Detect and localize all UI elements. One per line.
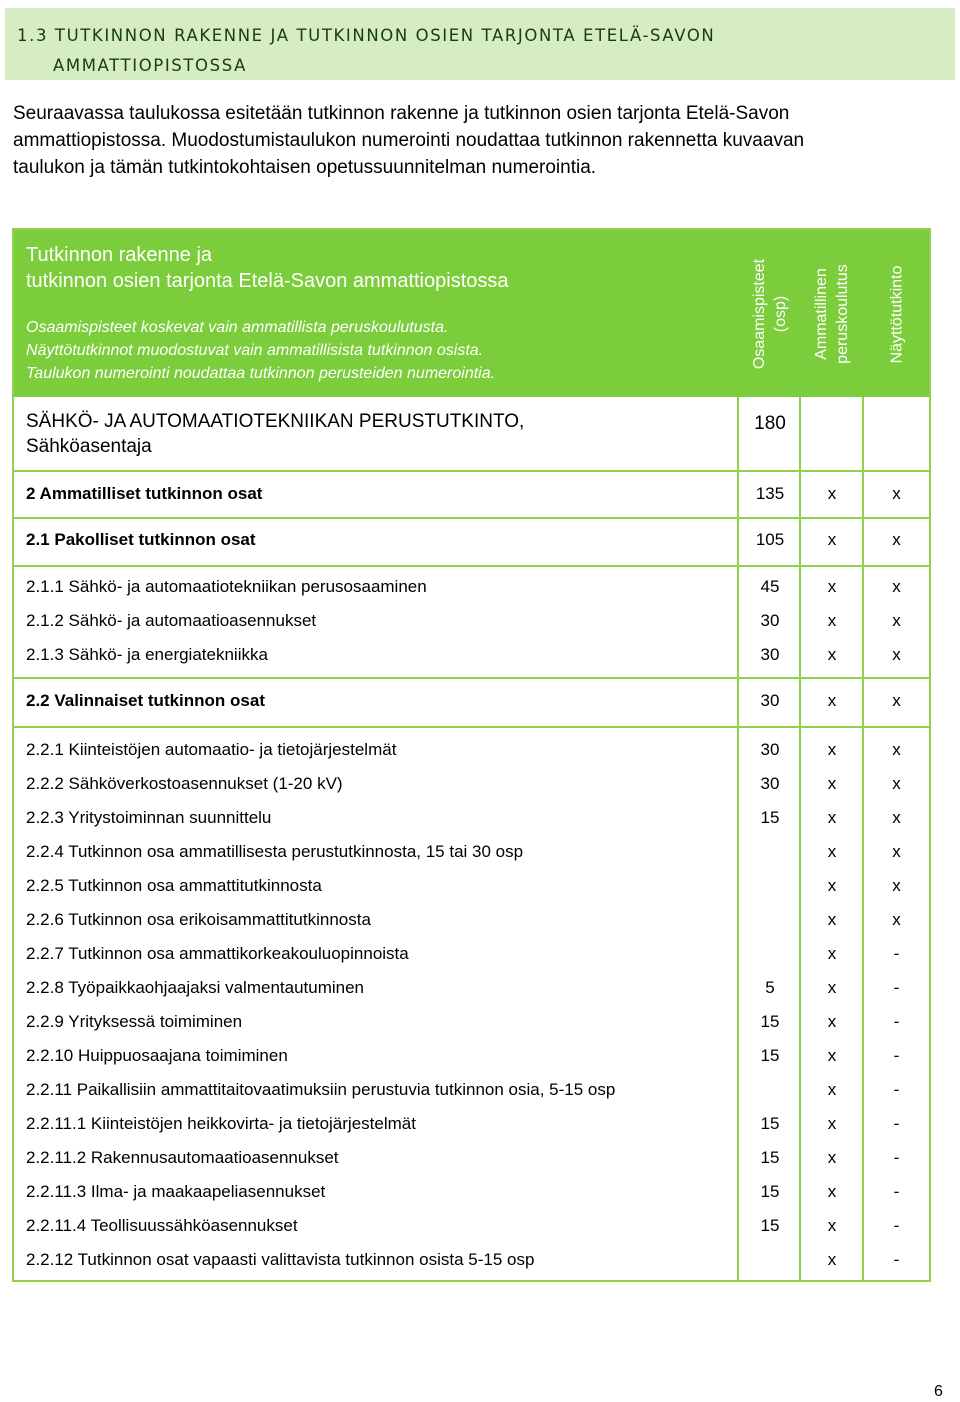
row-name: 2.2.7 Tutkinnon osa ammattikorkeakouluopinnoista xyxy=(26,944,409,963)
row-ammatillinen: x xyxy=(827,1182,837,1201)
row-nayttotutkinto: x xyxy=(892,691,901,710)
column-header-ammatillinen xyxy=(811,239,853,389)
row-name: 2.1.1 Sähkö- ja automaatiotekniikan perusosaaminen xyxy=(26,577,427,596)
row-nayttotutkinto: x xyxy=(892,530,901,549)
row-nayttotutkinto: x xyxy=(892,611,901,630)
row-ammatillinen: x xyxy=(827,484,837,503)
row-nayttotutkinto: x xyxy=(892,484,901,503)
table-note-3: Taulukon numerointi noudattaa tutkinnon perusteiden numerointia. xyxy=(26,365,496,382)
row-ammatillinen: x xyxy=(827,611,837,630)
row-ammatillinen: x xyxy=(827,577,837,596)
row-ammatillinen: x xyxy=(827,808,837,827)
row-nayttotutkinto: x xyxy=(892,842,901,861)
row-nayttotutkinto: - xyxy=(893,944,900,963)
row-ammatillinen: x xyxy=(827,1012,837,1031)
row-ammatillinen: x xyxy=(827,740,837,759)
row-name: 2.1 Pakolliset tutkinnon osat xyxy=(26,530,256,549)
row-osp: 30 xyxy=(760,691,780,710)
column-header-amm-line2: peruskoulutus xyxy=(834,264,851,364)
row-osp: 15 xyxy=(760,1216,780,1235)
row-nayttotutkinto: - xyxy=(893,978,900,997)
intro-line-3: taulukon ja tämän tutkintokohtaisen opetussuunnitelman numerointia. xyxy=(13,157,597,178)
row-name: 2.2.1 Kiinteistöjen automaatio- ja tietojärjestelmät xyxy=(26,740,397,759)
row-ammatillinen: x xyxy=(827,1148,837,1167)
column-divider xyxy=(737,397,739,1282)
column-header-osp-line1: Osaamispisteet xyxy=(751,258,768,370)
column-header-osaamispisteet xyxy=(749,239,791,389)
row-name: 2.1.2 Sähkö- ja automaatioasennukset xyxy=(26,611,317,630)
row-name: 2.2.6 Tutkinnon osa erikoisammattitutkinnosta xyxy=(26,910,371,929)
degree-title-line1: SÄHKÖ- JA AUTOMAATIOTEKNIIKAN PERUSTUTKINTO, xyxy=(26,411,525,432)
row-divider xyxy=(14,677,929,679)
section-heading-line2: AMMATTIOPISTOSSA xyxy=(53,56,247,75)
row-osp: 30 xyxy=(760,645,780,664)
table-title-line1: Tutkinnon rakenne ja xyxy=(26,244,213,266)
column-header-nayttotutkinto xyxy=(887,240,908,390)
row-osp: 5 xyxy=(765,978,775,997)
row-nayttotutkinto: - xyxy=(893,1012,900,1031)
row-osp: 30 xyxy=(760,774,780,793)
row-osp: 15 xyxy=(760,1182,780,1201)
column-header-osp-line2: (osp) xyxy=(772,295,789,333)
row-nayttotutkinto: - xyxy=(893,1250,900,1269)
row-name: 2.1.3 Sähkö- ja energiatekniikka xyxy=(26,645,268,664)
row-ammatillinen: x xyxy=(827,774,837,793)
section-heading xyxy=(5,8,955,80)
column-header-nay-text: Näyttötutkinto xyxy=(888,265,906,364)
row-osp: 30 xyxy=(760,740,780,759)
column-divider xyxy=(862,397,864,1282)
row-name: 2.2.9 Yrityksessä toimiminen xyxy=(26,1012,243,1031)
table-title-line2: tutkinnon osien tarjonta Etelä-Savon ammattiopistossa xyxy=(26,270,509,292)
row-osp: 15 xyxy=(760,1046,780,1065)
row-name: 2.2.4 Tutkinnon osa ammatillisesta perustutkinnosta, 15 tai 30 osp xyxy=(26,842,524,861)
row-osp: 15 xyxy=(760,1148,780,1167)
row-osp: 15 xyxy=(760,1114,780,1133)
row-nayttotutkinto: x xyxy=(892,645,901,664)
row-ammatillinen: x xyxy=(827,530,837,549)
row-ammatillinen: x xyxy=(827,876,837,895)
row-nayttotutkinto: x xyxy=(892,876,901,895)
row-ammatillinen: x xyxy=(827,645,837,664)
row-osp: 45 xyxy=(760,577,780,596)
row-divider xyxy=(14,565,929,567)
row-nayttotutkinto: x xyxy=(892,577,901,596)
row-ammatillinen: x xyxy=(827,1114,837,1133)
row-name: 2.2.11.1 Kiinteistöjen heikkovirta- ja tietojärjestelmät xyxy=(26,1114,416,1133)
row-nayttotutkinto: - xyxy=(893,1148,900,1167)
degree-title-line2: Sähköasentaja xyxy=(26,436,152,457)
structure-table xyxy=(12,228,931,1282)
row-name: 2.2 Valinnaiset tutkinnon osat xyxy=(26,691,265,710)
row-divider xyxy=(14,470,929,472)
row-nayttotutkinto: x xyxy=(892,740,901,759)
row-ammatillinen: x xyxy=(827,1250,837,1269)
table-note-1: Osaamispisteet koskevat vain ammatillista peruskoulutusta. xyxy=(26,319,449,336)
row-name: 2.2.5 Tutkinnon osa ammattitutkinnosta xyxy=(26,876,322,895)
row-name: 2.2.11.2 Rakennusautomaatioasennukset xyxy=(26,1148,339,1167)
degree-osp: 180 xyxy=(754,413,786,434)
row-name: 2.2.11 Paikallisiin ammattitaitovaatimuksiin perustuvia tutkinnon osia, 5-15 osp xyxy=(26,1080,616,1099)
row-nayttotutkinto: x xyxy=(892,910,901,929)
row-nayttotutkinto: - xyxy=(893,1080,900,1099)
row-osp: 135 xyxy=(755,484,785,503)
table-header xyxy=(14,230,929,397)
table-note-2: Näyttötutkinnot muodostuvat vain ammatillisista tutkinnon osista. xyxy=(26,342,484,359)
row-name: 2.2.11.3 Ilma- ja maakaapeliasennukset xyxy=(26,1182,326,1201)
row-name: 2.2.10 Huippuosaajana toimiminen xyxy=(26,1046,288,1065)
page-number: 6 xyxy=(934,1383,943,1400)
section-heading-line1: 1.3 TUTKINNON RAKENNE JA TUTKINNON OSIEN TARJONTA ETELÄ-SAVON xyxy=(17,26,716,45)
row-name: 2.2.8 Työpaikkaohjaajaksi valmentautuminen xyxy=(26,978,365,997)
row-divider xyxy=(14,517,929,519)
row-nayttotutkinto: - xyxy=(893,1046,900,1065)
row-ammatillinen: x xyxy=(827,978,837,997)
row-nayttotutkinto: - xyxy=(893,1114,900,1133)
row-ammatillinen: x xyxy=(827,1046,837,1065)
row-nayttotutkinto: x xyxy=(892,808,901,827)
row-name: 2 Ammatilliset tutkinnon osat xyxy=(26,484,263,503)
row-ammatillinen: x xyxy=(827,842,837,861)
row-ammatillinen: x xyxy=(827,944,837,963)
row-osp: 105 xyxy=(755,530,785,549)
row-osp: 15 xyxy=(760,808,780,827)
column-divider xyxy=(799,397,801,1282)
row-osp: 15 xyxy=(760,1012,780,1031)
row-nayttotutkinto: - xyxy=(893,1216,900,1235)
row-name: 2.2.12 Tutkinnon osat vapaasti valittavista tutkinnon osista 5-15 osp xyxy=(26,1250,535,1269)
row-name: 2.2.11.4 Teollisuussähköasennukset xyxy=(26,1216,298,1235)
row-ammatillinen: x xyxy=(827,691,837,710)
row-nayttotutkinto: x xyxy=(892,774,901,793)
row-divider xyxy=(14,726,929,728)
intro-line-2: ammattiopistossa. Muodostumistaulukon numerointi noudattaa tutkinnon rakennetta kuvaavan xyxy=(13,130,805,151)
row-ammatillinen: x xyxy=(827,910,837,929)
column-header-amm-line1: Ammatillinen xyxy=(813,268,830,360)
row-nayttotutkinto: - xyxy=(893,1182,900,1201)
row-ammatillinen: x xyxy=(827,1216,837,1235)
row-ammatillinen: x xyxy=(827,1080,837,1099)
row-name: 2.2.2 Sähköverkostoasennukset (1-20 kV) xyxy=(26,774,343,793)
intro-line-1: Seuraavassa taulukossa esitetään tutkinnon rakenne ja tutkinnon osien tarjonta Etelä-Savon xyxy=(13,103,790,124)
row-name: 2.2.3 Yritystoiminnan suunnittelu xyxy=(26,808,272,827)
row-osp: 30 xyxy=(760,611,780,630)
